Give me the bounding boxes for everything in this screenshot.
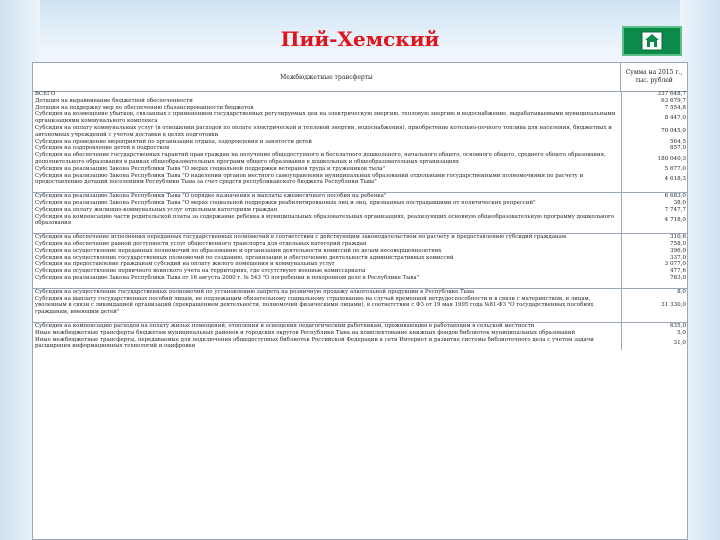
row-value: 63 679,7 <box>661 97 686 104</box>
row-name: Субсидия на обеспечение равной доступности услуг общественного транспорта для отдельных категорий граждан <box>33 241 622 248</box>
row-value: 477,6 <box>669 268 686 275</box>
row-value: 5,0 <box>677 329 686 336</box>
table-row <box>33 330 688 337</box>
home-icon <box>641 31 663 51</box>
table-header <box>33 63 687 92</box>
row-name: Субсидия на реализацию Закона Республики Тыва "О мерах социальной поддержки ветеранов труда и тружеников тыла" <box>33 166 622 173</box>
row-name: Дотация на выравнивание бюджетной обеспеченности <box>33 98 622 105</box>
row-name: Субсидия на осуществление государственных полномочий по установлению запрета на розничную продажу алкогольной продукции в Республике Тыва <box>33 288 622 295</box>
row-value: 396,0 <box>669 247 686 254</box>
row-value: 31 330,0 <box>661 302 686 309</box>
table-row <box>33 337 688 351</box>
table-row <box>33 111 688 125</box>
row-name: Субсидия на осуществление государственных полномочий по созданию, организации и обеспечению деятельности административных комиссий <box>33 255 622 262</box>
row-value: 31,0 <box>673 339 686 346</box>
row-value: 8 447,0 <box>664 114 686 121</box>
row-value: 4 618,3 <box>664 175 686 182</box>
table-row <box>33 275 688 282</box>
row-value: 5 677,0 <box>664 165 686 172</box>
home-button[interactable] <box>622 26 682 56</box>
table-row <box>33 200 688 207</box>
table-row <box>33 322 688 329</box>
row-name: Субсидия на компенсацию расходов на оплату жилых помещений, отопления и освещения педагогическим работникам, проживающим в работающим в сельской местности <box>33 322 622 329</box>
transfers-table <box>32 62 688 540</box>
row-name: Иные межбюджетные трансферты, передаваемые для подключения общедоступных библиотек Российской Федерации к сети Интернет и развитие системы библиотечного дела с учетом задачи расширения информационных технологий и оцифровки <box>33 337 622 351</box>
table-row <box>33 152 688 166</box>
row-name: Субсидия на реализацию Закона Республики Тыва "О мерах социальной поддержки реабилитированных лиц и лиц, признанных пострадавшими от политических репрессий" <box>33 200 622 207</box>
row-value: 70 045,0 <box>661 128 686 135</box>
row-name: Субсидия на реализацию Закона Республики Тыва от 16 августа 2000 г. № 543 "О погребении и похоронном деле в Республике Тыва" <box>33 275 622 282</box>
row-name: Субсидия на предоставление гражданам субсидий на оплату жилого помещения и коммунальных услуг <box>33 261 622 268</box>
row-value: 337 648,7 <box>657 91 686 97</box>
row-name: Дотация на поддержку мер по обеспечению сбалансированности бюджетов <box>33 105 622 112</box>
row-value: 180 040,3 <box>657 155 686 162</box>
page-title: Пий-Хемский <box>280 27 440 51</box>
table-row <box>33 214 688 228</box>
row-name: Субсидия на выплату государственных пособий лицам, не подлежащим обязательному социальному страхованию на случай временной нетрудоспособности и в связи с материнством, и лицам, уволенным в связи с ликвидацией организаций (прекращением деятельности, полномочий физическими лицами), в соответствии с ФЗ от 19 мая 1995 года №81-ФЗ "О государственных пособиях гражданам, имеющим детей" <box>33 296 622 316</box>
table-row <box>33 173 688 187</box>
row-value: 4 718,0 <box>664 216 686 223</box>
row-value: 7 747,7 <box>664 206 686 213</box>
row-value: 3 077,0 <box>664 261 686 268</box>
table-row <box>33 296 688 316</box>
row-name: Субсидия на возмещение убытков, связанных с применением государственных регулируемых цен на электрическую энергию, тепловую энергию и водоснабжение, вырабатываемыми муниципальными организациями коммунального комплекса <box>33 111 622 125</box>
row-name: Субсидия на оздоровление детей в подростков <box>33 145 622 152</box>
row-name: Субсидия на оплату жилищно-коммунальных услуг отдельным категориям граждан <box>33 207 622 214</box>
table-row <box>33 207 688 214</box>
row-value: 6 683,0 <box>622 193 689 200</box>
row-name: Субсидия на реализацию Закона Республики Тыва "О порядке назначения и выплаты ежемесячного пособия на ребенка" <box>33 193 622 200</box>
row-value: 635,0 <box>622 322 689 329</box>
row-name: Субсидия на оплату коммунальных услуг (в отношении расходов по оплате электрической и тепловой энергии, водоснабжения), приобретение котельно-печного топлива для населения, бюджетных и автономных учреждений с учетом доставки в целях подготовки <box>33 125 622 139</box>
row-name: Субсидия на обеспечение исполнения переданных государственных полномочий в соответствии с действующим законодательством по расчету и предоставлению субсидий гражданам <box>33 234 622 241</box>
row-value: 310,6 <box>622 234 689 241</box>
row-value: 8,0 <box>622 288 689 295</box>
table-row <box>33 268 688 275</box>
row-value: 38,0 <box>673 199 686 206</box>
table-row <box>33 248 688 255</box>
table-row <box>33 166 688 173</box>
table-row <box>33 288 688 295</box>
table-row <box>33 241 688 248</box>
header-name-col: Межбюджетные трансферты <box>33 63 621 91</box>
row-value: 7 554,8 <box>664 104 686 111</box>
row-name: Иные межбюджетные трансферты бюджетам муниципальных районов и городских округов Республики Тыва на комплектование книжных фондов библиотек муниципальных образований <box>33 330 622 337</box>
row-name: Субсидия на осуществление первичного воинского учета на территориях, где отсутствуют военные комиссариаты <box>33 268 622 275</box>
row-name: Субсидия на обеспечение государственных гарантий прав граждан на получение общедоступного и бесплатного дошкольного, начального общего, основного общего, среднего общего образования, дополнительного образования в рамках общеобразовательных программ общего образования в дошкольных и общеобразовательных организациях <box>33 152 622 166</box>
table-row <box>33 234 688 241</box>
row-value: 564,5 <box>669 138 686 145</box>
row-name: Субсидия на проведение мероприятий по организации отдыха, оздоровления и занятости детей <box>33 139 622 146</box>
table-row <box>33 91 688 98</box>
table-row <box>33 193 688 200</box>
table-row <box>33 98 688 105</box>
row-name: ВСЕГО <box>33 91 622 98</box>
table-body <box>33 91 688 350</box>
header-sum-col: Сумма на 2015 г., тыс. рублей <box>625 69 683 84</box>
row-value: 783,0 <box>669 274 686 281</box>
row-value: 758,0 <box>669 240 686 247</box>
table-row <box>33 125 688 139</box>
row-value: 337,0 <box>669 254 686 261</box>
row-name: Субсидия на компенсацию части родительской платы за содержание ребенка в муниципальных образовательных организациях, реализующих основную общеобразовательную программу дошкольного образования <box>33 214 622 228</box>
row-name: Субсидия на реализацию Закона Республики Тыва "О наделении органов местного самоуправления муниципальных образований отдельными государственными полномочиями по расчету и предоставлению дотаций поселениям Республики Тыва за счет средств республиканского бюджета Республики Тыва" <box>33 173 622 187</box>
row-value: 857,0 <box>669 145 686 152</box>
row-name: Субсидия на осуществление переданных полномочий по образованию и организации деятельности комиссий по делам несовершеннолетних <box>33 248 622 255</box>
